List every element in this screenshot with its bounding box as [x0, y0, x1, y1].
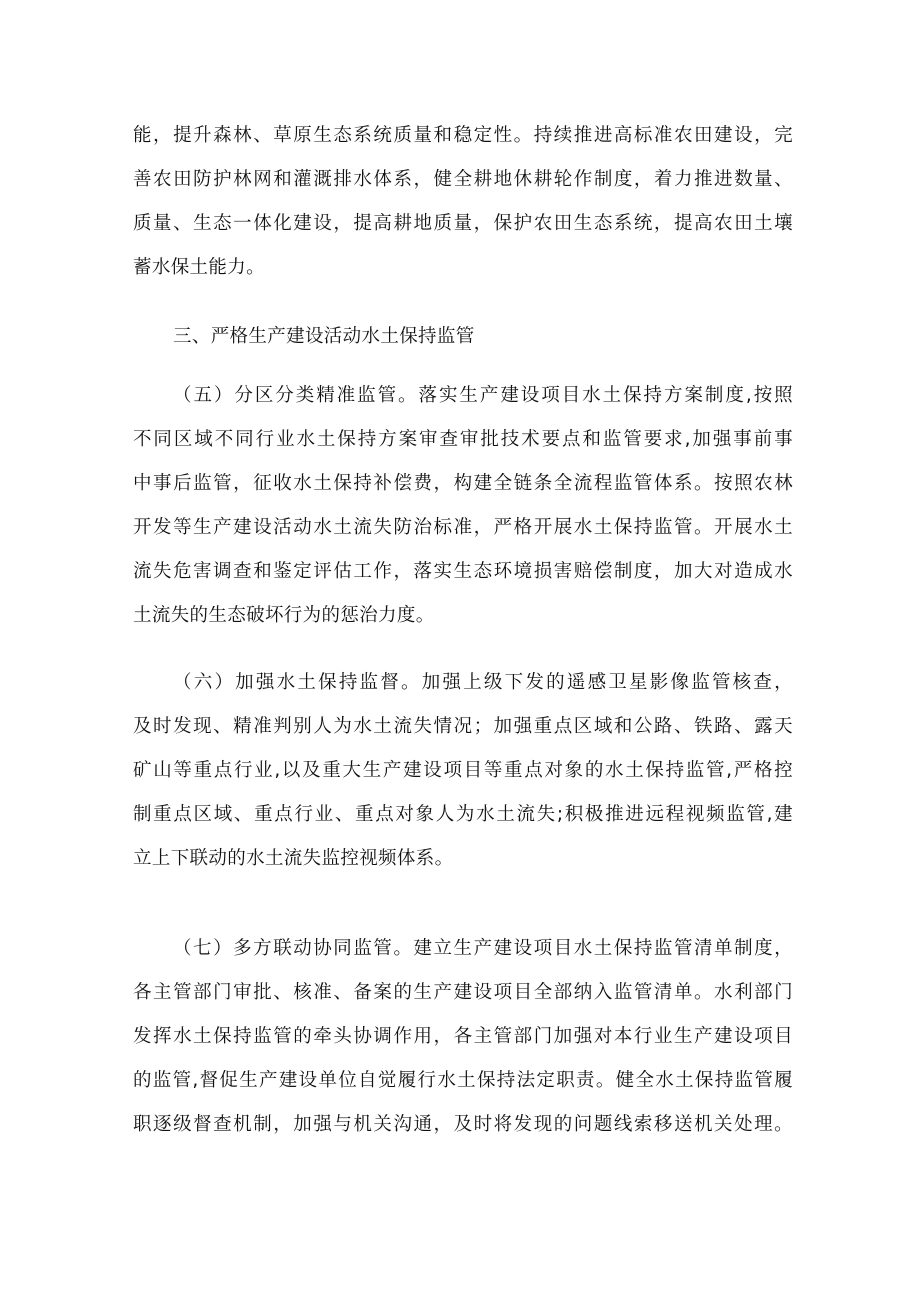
paragraph-line: 善农田防护林网和灌溉排水体系，健全耕地休耕轮作制度，着力推进数量、 [133, 169, 793, 190]
paragraph-line: 职逐级督查机制，加强与机关沟通，及时将发现的问题线索移送机关处理。 [133, 1114, 793, 1135]
paragraph-line: （五）分区分类精准监管。落实生产建设项目水土保持方案制度,按照 [173, 385, 793, 406]
paragraph-line: （七）多方联动协同监管。建立生产建设项目水土保持监管清单制度， [173, 938, 793, 959]
paragraph-line: 流失危害调查和鉴定评估工作，落实生态环境损害赔偿制度，加大对造成水 [133, 561, 793, 582]
paragraph-line: 及时发现、精准判别人为水土流失情况；加强重点区域和公路、铁路、露天 [133, 716, 793, 737]
paragraph-line: 中事后监管，征收水土保持补偿费，构建全链条全流程监管体系。按照农林 [133, 473, 793, 494]
paragraph-line: 开发等生产建设活动水土流失防治标准，严格开展水土保持监管。开展水土 [133, 517, 793, 538]
paragraph-line: 的监管,督促生产建设单位自觉履行水土保持法定职责。健全水土保持监管履 [133, 1070, 793, 1091]
paragraph-line: 矿山等重点行业,以及重大生产建设项目等重点对象的水土保持监管,严格控 [133, 760, 793, 781]
paragraph-line: （六）加强水土保持监督。加强上级下发的遥感卫星影像监管核查， [173, 672, 793, 693]
paragraph-line: 质量、生态一体化建设，提高耕地质量，保护农田生态系统，提高农田土壤 [133, 213, 793, 234]
paragraph-line: 立上下联动的水土流失监控视频体系。 [133, 848, 454, 869]
paragraph-line: 制重点区域、重点行业、重点对象人为水土流失;积极推进远程视频监管,建 [133, 804, 793, 825]
paragraph-line: 发挥水土保持监管的牵头协调作用，各主管部门加强对本行业生产建设项目 [133, 1026, 793, 1047]
paragraph-line: 各主管部门审批、核准、备案的生产建设项目全部纳入监管清单。水利部门 [133, 982, 793, 1003]
paragraph-line: 能，提升森林、草原生态系统质量和稳定性。持续推进高标准农田建设，完 [133, 125, 793, 146]
paragraph-line: 蓄水保土能力。 [133, 257, 265, 278]
paragraph-line: 不同区域不同行业水土保持方案审查审批技术要点和监管要求,加强事前事 [133, 429, 793, 450]
section-heading: 三、严格生产建设活动水土保持监管 [173, 326, 475, 347]
paragraph-line: 土流失的生态破坏行为的惩治力度。 [133, 605, 435, 626]
